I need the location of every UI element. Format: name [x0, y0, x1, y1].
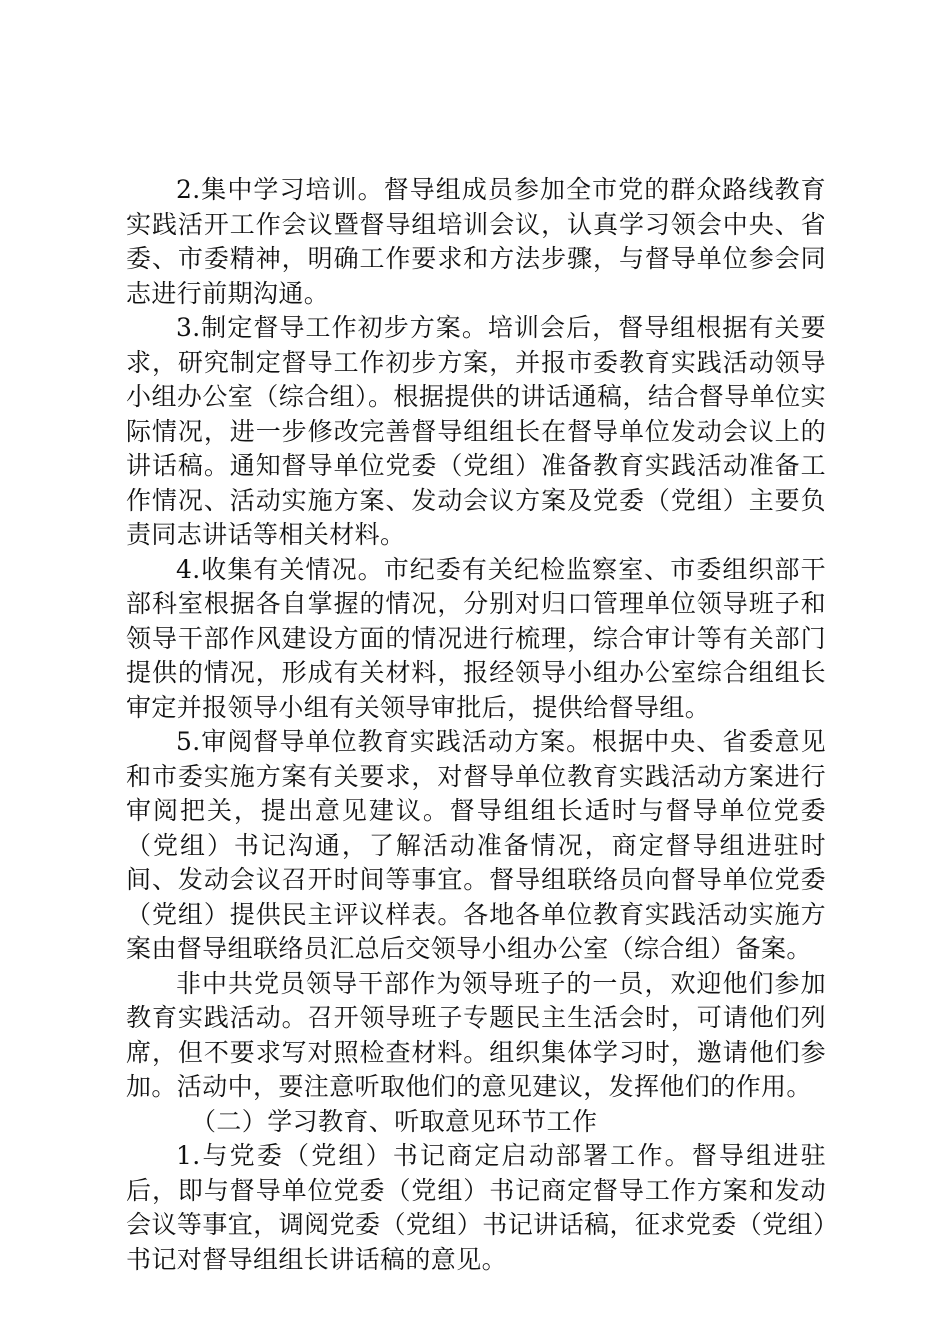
paragraph-non-party-cadres: 非中共党员领导干部作为领导班子的一员，欢迎他们参加教育实践活动。召开领导班子专题民主生活会时，可请他们列席，但不要求写对照检查材料。组织集体学习时，邀请他们参加。活动中，要注意听取他们的意见建议，发挥他们的作用。 [126, 968, 826, 1101]
paragraph-item-1: 1.与党委（党组）书记商定启动部署工作。督导组进驻后，即与督导单位党委（党组）书记商定督导工作方案和发动会议等事宜，调阅党委（党组）书记讲话稿，征求党委（党组）书记对督导组组长讲话稿的意见。 [126, 1141, 826, 1274]
paragraph-item-4: 4.收集有关情况。市纪委有关纪检监察室、市委组织部干部科室根据各自掌握的情况，分别对归口管理单位领导班子和领导干部作风建设方面的情况进行梳理，综合审计等有关部门提供的情况，形成有关材料，报经领导小组办公室综合组组长审定并报领导小组有关领导审批后，提供给督导组。 [126, 554, 826, 722]
section-heading-2: （二）学习教育、听取意见环节工作 [191, 1106, 598, 1136]
paragraph-item-3: 3.制定督导工作初步方案。培训会后，督导组根据有关要求，研究制定督导工作初步方案，并报市委教育实践活动领导小组办公室（综合组）。根据提供的讲话通稿，结合督导单位实际情况，进一步修改完善督导组组长在督导单位发动会议上的讲话稿。通知督导单位党委（党组）准备教育实践活动准备工作情况、活动实施方案、发动会议方案及党委（党组）主要负责同志讲话等相关材料。 [126, 313, 826, 549]
paragraph-item-5: 5.审阅督导单位教育实践活动方案。根据中央、省委意见和市委实施方案有关要求，对督导单位教育实践活动方案进行审阅把关，提出意见建议。督导组组长适时与督导单位党委（党组）书记沟通，了解活动准备情况，商定督导组进驻时间、发动会议召开时间等事宜。督导组联络员向督导单位党委（党组）提供民主评议样表。各地各单位教育实践活动实施方案由督导组联络员汇总后交领导小组办公室（综合组）备案。 [126, 727, 826, 963]
paragraph-item-2: 2.集中学习培训。督导组成员参加全市党的群众路线教育实践活开工作会议暨督导组培训会议，认真学习领会中央、省委、市委精神，明确工作要求和方法步骤，与督导单位参会同志进行前期沟通。 [126, 175, 826, 308]
document-body [126, 173, 826, 1277]
